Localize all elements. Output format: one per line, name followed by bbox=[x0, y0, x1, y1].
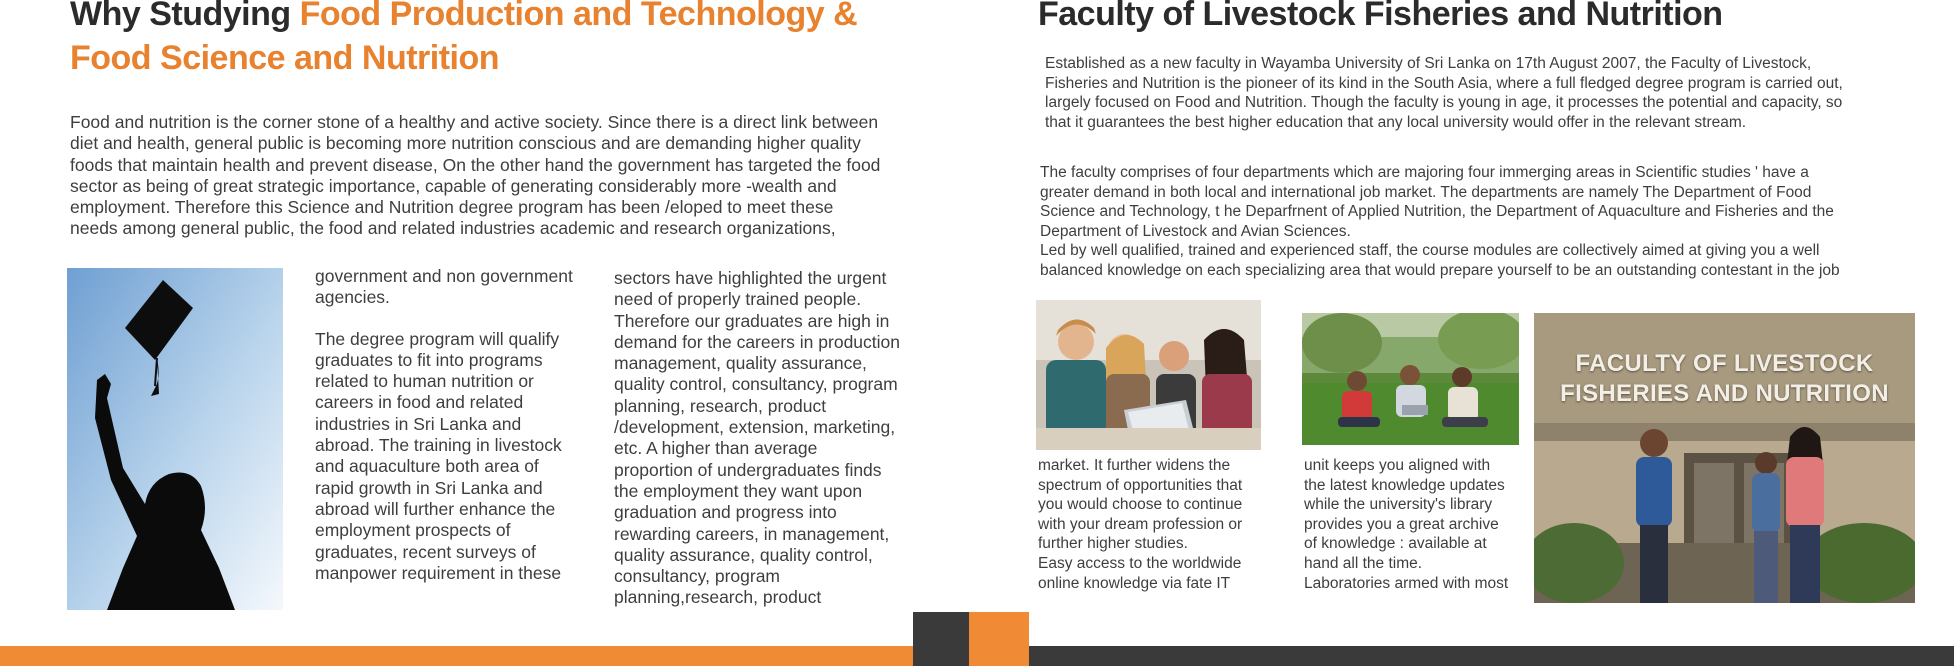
col2-line: consultancy, program bbox=[614, 566, 781, 587]
right-heading: Faculty of Livestock Fisheries and Nutrition bbox=[1038, 0, 1723, 33]
faculty-building-photo bbox=[1534, 313, 1915, 603]
col2-line: need of properly trained people. bbox=[614, 289, 862, 310]
right-p2-line: The faculty comprises of four departments which are majoring four immerging areas in Scientific studies ' have a bbox=[1040, 164, 1809, 181]
caption2-line: Laboratories armed with most bbox=[1304, 574, 1509, 592]
right-p2-line: Department of Livestock and Avian Sciences. bbox=[1040, 222, 1351, 240]
col1-line: abroad will further enhance the bbox=[315, 498, 556, 519]
caption2-line: hand all the time. bbox=[1304, 554, 1423, 572]
students-laptop-image bbox=[1036, 300, 1261, 450]
left-heading-accent-line2: Food Science and Nutrition bbox=[70, 39, 500, 77]
caption-column-1 bbox=[1038, 456, 1273, 593]
col1-line: graduates to fit into programs bbox=[315, 349, 543, 370]
col1-line: industries in Sri Lanka and bbox=[315, 413, 522, 434]
col2-line: etc. A higher than average bbox=[614, 438, 818, 459]
caption1-line: spectrum of opportunities that bbox=[1038, 476, 1243, 494]
col1-line: careers in food and related bbox=[315, 392, 524, 413]
intro-line: sector as being of great strategic importance, capable of generating considerably more -wealth and bbox=[70, 175, 837, 196]
col2-line: graduation and progress into bbox=[614, 502, 837, 523]
right-paragraph-1 bbox=[1045, 54, 1945, 132]
footer-block-orange bbox=[969, 612, 1029, 666]
col1-line: graduates, recent surveys of bbox=[315, 541, 536, 562]
col1-line: employment prospects of bbox=[315, 520, 511, 541]
caption1-line: Easy access to the worldwide bbox=[1038, 554, 1242, 572]
left-column-1 bbox=[315, 266, 595, 584]
footer-block-dark bbox=[913, 612, 969, 666]
right-p2-line: greater demand in both local and international job market. The departments are namely The Department of Food bbox=[1040, 183, 1812, 201]
col1-line: manpower requirement in these bbox=[315, 562, 562, 583]
caption1-line: with your dream profession or bbox=[1038, 515, 1243, 533]
col1-line: rapid growth in Sri Lanka and bbox=[315, 477, 543, 498]
left-heading-line1 bbox=[70, 0, 930, 36]
left-heading-prefix: Why Studying bbox=[70, 0, 300, 33]
intro-line: Food and nutrition is the corner stone of a healthy and active society. Since there is a direct link between bbox=[70, 112, 879, 132]
footer-bar-right bbox=[1029, 646, 1954, 666]
col2-line: the employment they want upon bbox=[614, 480, 863, 501]
intro-line: foods that maintain health and prevent disease, On the other hand the government has targeted the food bbox=[70, 154, 881, 175]
right-p1-line: that it guarantees the best higher education that any local university would offer in the relevant stream. bbox=[1045, 113, 1747, 131]
col2-line: proportion of undergraduates finds bbox=[614, 459, 882, 480]
caption2-line: the latest knowledge updates bbox=[1304, 476, 1505, 494]
graduation-silhouette-image bbox=[67, 268, 283, 610]
right-p1-line: Established as a new faculty in Wayamba University of Sri Lanka on 17th August 2007, the Faculty of Livestock, bbox=[1045, 55, 1812, 72]
left-column-2 bbox=[614, 268, 934, 609]
caption1-line: further higher studies. bbox=[1038, 535, 1188, 553]
caption1-line: you would choose to continue bbox=[1038, 496, 1243, 514]
students-lawn-image bbox=[1302, 313, 1519, 445]
building-sign-line1: FACULTY OF LIVESTOCK bbox=[1575, 350, 1874, 377]
intro-line: needs among general public, the food and related industries academic and research organizations, bbox=[70, 218, 836, 239]
col2-line: quality control, consultancy, program bbox=[614, 374, 898, 395]
students-laptop-photo bbox=[1036, 300, 1261, 450]
caption-column-2 bbox=[1304, 456, 1532, 593]
col1-line: and aquaculture both area of bbox=[315, 456, 539, 477]
col2-line: /development, extension, marketing, bbox=[614, 417, 896, 438]
right-p2-line: Led by well qualified, trained and experienced staff, the course modules are collectively aimed at giving you a well bbox=[1040, 242, 1820, 260]
col2-line: planning, research, product bbox=[614, 395, 827, 416]
col2-line: demand for the careers in production bbox=[614, 331, 900, 352]
footer-bar-left bbox=[0, 646, 913, 666]
caption2-line: provides you a great archive bbox=[1304, 515, 1499, 533]
right-p1-line: Fisheries and Nutrition is the pioneer of its kind in the South Asia, where a full fledged degree program is carried out, bbox=[1045, 74, 1843, 92]
graduation-silhouette-photo bbox=[67, 268, 283, 610]
col1-line: The degree program will qualify bbox=[315, 328, 560, 349]
right-p1-line: largely focused on Food and Nutrition. Though the faculty is young in age, it processes the potential and capacity, so bbox=[1045, 94, 1843, 112]
col1-line: agencies. bbox=[315, 287, 390, 308]
col1-line: abroad. The training in livestock bbox=[315, 435, 562, 456]
students-lawn-photo bbox=[1302, 313, 1519, 445]
intro-line: employment. Therefore this Science and Nutrition degree program has been /eloped to meet these bbox=[70, 197, 834, 218]
intro-line: diet and health, general public is becoming more nutrition conscious and are demanding higher quality bbox=[70, 133, 861, 154]
left-intro-paragraph bbox=[70, 112, 950, 240]
right-p2-line: Science and Technology, t he Deparfrnent of Applied Nutrition, the Department of Aquaculture and Fisheries and the bbox=[1040, 203, 1834, 221]
col2-line: management, quality assurance, bbox=[614, 353, 867, 374]
col2-line: sectors have highlighted the urgent bbox=[614, 268, 887, 288]
building-sign-line2: FISHERIES AND NUTRITION bbox=[1560, 380, 1889, 407]
col2-line: planning,research, product bbox=[614, 587, 822, 608]
caption2-line: of knowledge : available at bbox=[1304, 535, 1487, 553]
col1-line: related to human nutrition or bbox=[315, 371, 534, 392]
right-p2-line: balanced knowledge on each specializing area that would prepare yourself to be an outstanding contestant in the job bbox=[1040, 261, 1840, 279]
caption2-line: while the university's library bbox=[1304, 496, 1493, 514]
left-heading-accent-line1: Food Production and Technology & bbox=[299, 0, 858, 33]
col2-line: quality assurance, quality control, bbox=[614, 544, 873, 565]
left-heading bbox=[70, 0, 930, 80]
col2-line: Therefore our graduates are high in bbox=[614, 310, 890, 331]
col1-line: government and non government bbox=[315, 266, 573, 286]
right-paragraph-2 bbox=[1040, 163, 1945, 281]
col2-line: rewarding careers, in management, bbox=[614, 523, 890, 544]
caption1-line: online knowledge via fate IT bbox=[1038, 574, 1231, 592]
building-sign bbox=[1534, 349, 1915, 409]
caption2-line: unit keeps you aligned with bbox=[1304, 457, 1491, 474]
caption1-line: market. It further widens the bbox=[1038, 457, 1231, 474]
